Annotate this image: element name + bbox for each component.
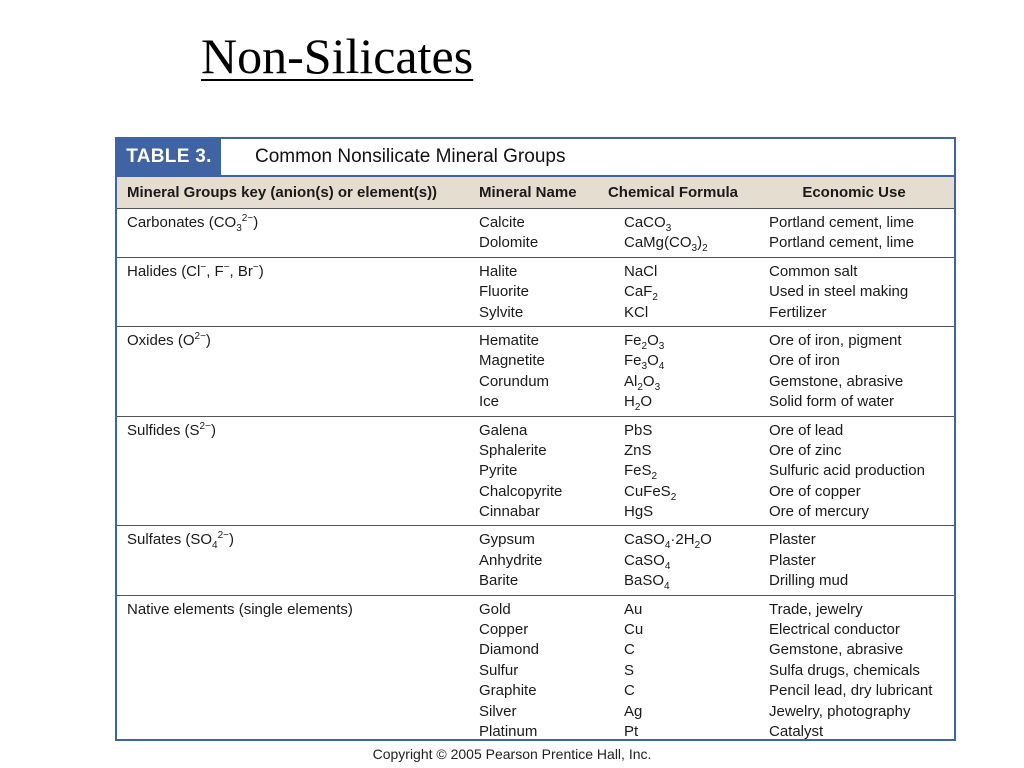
mineral-name-cell <box>469 600 614 743</box>
economic-use: Ore of lead <box>769 421 844 439</box>
mineral-group-key-label: Sulfates $(SO_4^{2-})$ <box>127 530 235 552</box>
column-header-economic-use: Economic Use <box>802 184 906 201</box>
economic-use: Common salt <box>769 262 858 280</box>
economic-use: Ore of copper <box>769 482 861 500</box>
mineral-name: Calcite <box>479 214 525 231</box>
economic-use-cell <box>759 262 954 323</box>
mineral-group-key-label: Halides (Cl−, F−, Br−) <box>127 261 264 280</box>
chemical-formula: KCl <box>624 303 649 321</box>
chemical-formula: ZnS <box>624 441 652 459</box>
column-header-row <box>117 177 954 209</box>
mineral-group-key <box>117 331 469 413</box>
economic-use: Ore of mercury <box>769 503 870 521</box>
economic-use: Catalyst <box>769 722 824 740</box>
table-row <box>117 327 954 417</box>
mineral-group-key <box>117 213 469 254</box>
mineral-name: Cinnabar <box>479 503 540 521</box>
economic-use: Portland cement, lime <box>769 214 915 231</box>
mineral-name: Sylvite <box>479 303 524 321</box>
chemical-formula-cell <box>614 530 759 591</box>
mineral-group-key-label: Native elements (single elements) <box>127 600 353 618</box>
mineral-name-cell <box>469 421 614 523</box>
economic-use-cell <box>759 213 954 254</box>
mineral-group-key-label: Sulfides $(S^{2-})$ <box>127 420 216 439</box>
table-title: Common Nonsilicate Mineral Groups <box>255 146 566 167</box>
mineral-name: Corundum <box>479 372 550 390</box>
chemical-formula: Pt <box>624 722 639 740</box>
chemical-formula-cell <box>614 213 759 254</box>
table-row <box>117 596 954 746</box>
mineral-name: Galena <box>479 421 528 439</box>
slide-title: Non-Silicates <box>201 28 474 84</box>
economic-use: Solid form of water <box>769 393 895 411</box>
economic-use: Trade, jewelry <box>769 600 863 618</box>
mineral-group-key <box>117 421 469 523</box>
mineral-name: Halite <box>479 262 518 280</box>
mineral-name-cell <box>469 213 614 254</box>
mineral-name: Anhydrite <box>479 551 543 569</box>
copyright-notice: Copyright © 2005 Pearson Prentice Hall, Inc. <box>372 746 652 762</box>
chemical-formula: S <box>624 661 635 679</box>
mineral-name: Gold <box>479 600 511 618</box>
chemical-formula: $H_2O$ <box>624 393 653 414</box>
mineral-group-key <box>117 530 469 591</box>
economic-use: Plaster <box>769 551 816 569</box>
mineral-name: Fluorite <box>479 283 530 301</box>
chemical-formula: HgS <box>624 503 654 521</box>
chemical-formula: NaCl <box>624 262 658 280</box>
economic-use: Fertilizer <box>769 303 827 321</box>
economic-use-cell <box>759 421 954 523</box>
mineral-name: Gypsum <box>479 531 535 549</box>
economic-use: Sulfuric acid production <box>769 462 925 480</box>
mineral-name: Ice <box>479 393 500 411</box>
mineral-name-cell <box>469 262 614 323</box>
chemical-formula: $Al_2O_3$ <box>624 372 661 393</box>
mineral-group-key <box>117 600 469 743</box>
chemical-formula: $CaMg(CO_3)_2$ <box>624 234 708 255</box>
chemical-formula-cell <box>614 331 759 413</box>
economic-use: Ore of zinc <box>769 441 842 459</box>
table-row <box>117 417 954 527</box>
economic-use: Jewelry, photography <box>769 702 911 720</box>
mineral-name: Magnetite <box>479 352 545 370</box>
economic-use: Sulfa drugs, chemicals <box>769 661 920 679</box>
column-header-mineral-name: Mineral Name <box>479 184 577 201</box>
column-header-group-key: Mineral Groups key (anion(s) or element(s)) <box>127 184 438 201</box>
mineral-name-cell <box>469 331 614 413</box>
economic-use: Electrical conductor <box>769 621 900 639</box>
mineral-name: Sulfur <box>479 661 519 679</box>
chemical-formula: PbS <box>624 421 653 439</box>
column-header-chemical-formula: Chemical Formula <box>607 184 739 201</box>
chemical-formula: CaCO$_3$ <box>624 214 672 234</box>
table-row <box>117 209 954 258</box>
chemical-formula: C <box>624 641 635 659</box>
economic-use: Used in steel making <box>769 283 909 301</box>
economic-use: Ore of iron, pigment <box>769 331 902 349</box>
mineral-name: Silver <box>479 702 517 720</box>
economic-use: Drilling mud <box>769 572 849 590</box>
economic-use: Ore of iron <box>769 352 840 370</box>
chemical-formula: FeS$_2$ <box>624 462 658 483</box>
mineral-group-key <box>117 262 469 323</box>
economic-use: Pencil lead, dry lubricant <box>769 682 933 700</box>
table-body <box>117 209 954 745</box>
chemical-formula: Cu <box>624 621 644 639</box>
economic-use: Gemstone, abrasive <box>769 641 904 659</box>
chemical-formula: CaSO$_4$ <box>624 551 671 572</box>
mineral-name: Sphalerite <box>479 441 547 459</box>
mineral-group-key-label: Carbonates $(CO_3^{2-})$ <box>127 213 259 234</box>
mineral-name: Pyrite <box>479 462 518 480</box>
mineral-name: Hematite <box>479 331 540 349</box>
mineral-name-cell <box>469 530 614 591</box>
chemical-formula-cell <box>614 421 759 523</box>
table-row <box>117 526 954 595</box>
economic-use-cell <box>759 331 954 413</box>
chemical-formula-cell <box>614 262 759 323</box>
chemical-formula: $CaSO_4\cdot 2H_2O$ <box>624 531 712 552</box>
economic-use-cell <box>759 600 954 743</box>
economic-use: Portland cement, lime <box>769 234 915 252</box>
chemical-formula: Ag <box>624 702 643 720</box>
chemical-formula-cell <box>614 600 759 743</box>
mineral-name: Dolomite <box>479 234 539 252</box>
table-row <box>117 258 954 327</box>
table-caption <box>117 139 954 177</box>
mineral-name: Barite <box>479 572 519 590</box>
table-number: TABLE 3. <box>117 139 221 175</box>
economic-use-cell <box>759 530 954 591</box>
chemical-formula: CaF$_2$ <box>624 283 658 304</box>
mineral-name: Diamond <box>479 641 540 659</box>
chemical-formula: $Fe_3O_4$ <box>624 352 665 373</box>
chemical-formula: Au <box>624 600 643 618</box>
chemical-formula: $Fe_2O_3$ <box>624 331 665 352</box>
mineral-name: Graphite <box>479 682 537 700</box>
mineral-name: Copper <box>479 621 529 639</box>
mineral-groups-table <box>115 137 956 741</box>
mineral-name: Chalcopyrite <box>479 482 563 500</box>
economic-use: Gemstone, abrasive <box>769 372 904 390</box>
chemical-formula: BaSO$_4$ <box>624 572 670 593</box>
chemical-formula: C <box>624 682 635 700</box>
chemical-formula: CuFeS$_2$ <box>624 482 677 503</box>
mineral-group-key-label: Oxides $(O^{2-})$ <box>127 330 211 349</box>
economic-use: Plaster <box>769 531 816 549</box>
mineral-name: Platinum <box>479 722 538 740</box>
